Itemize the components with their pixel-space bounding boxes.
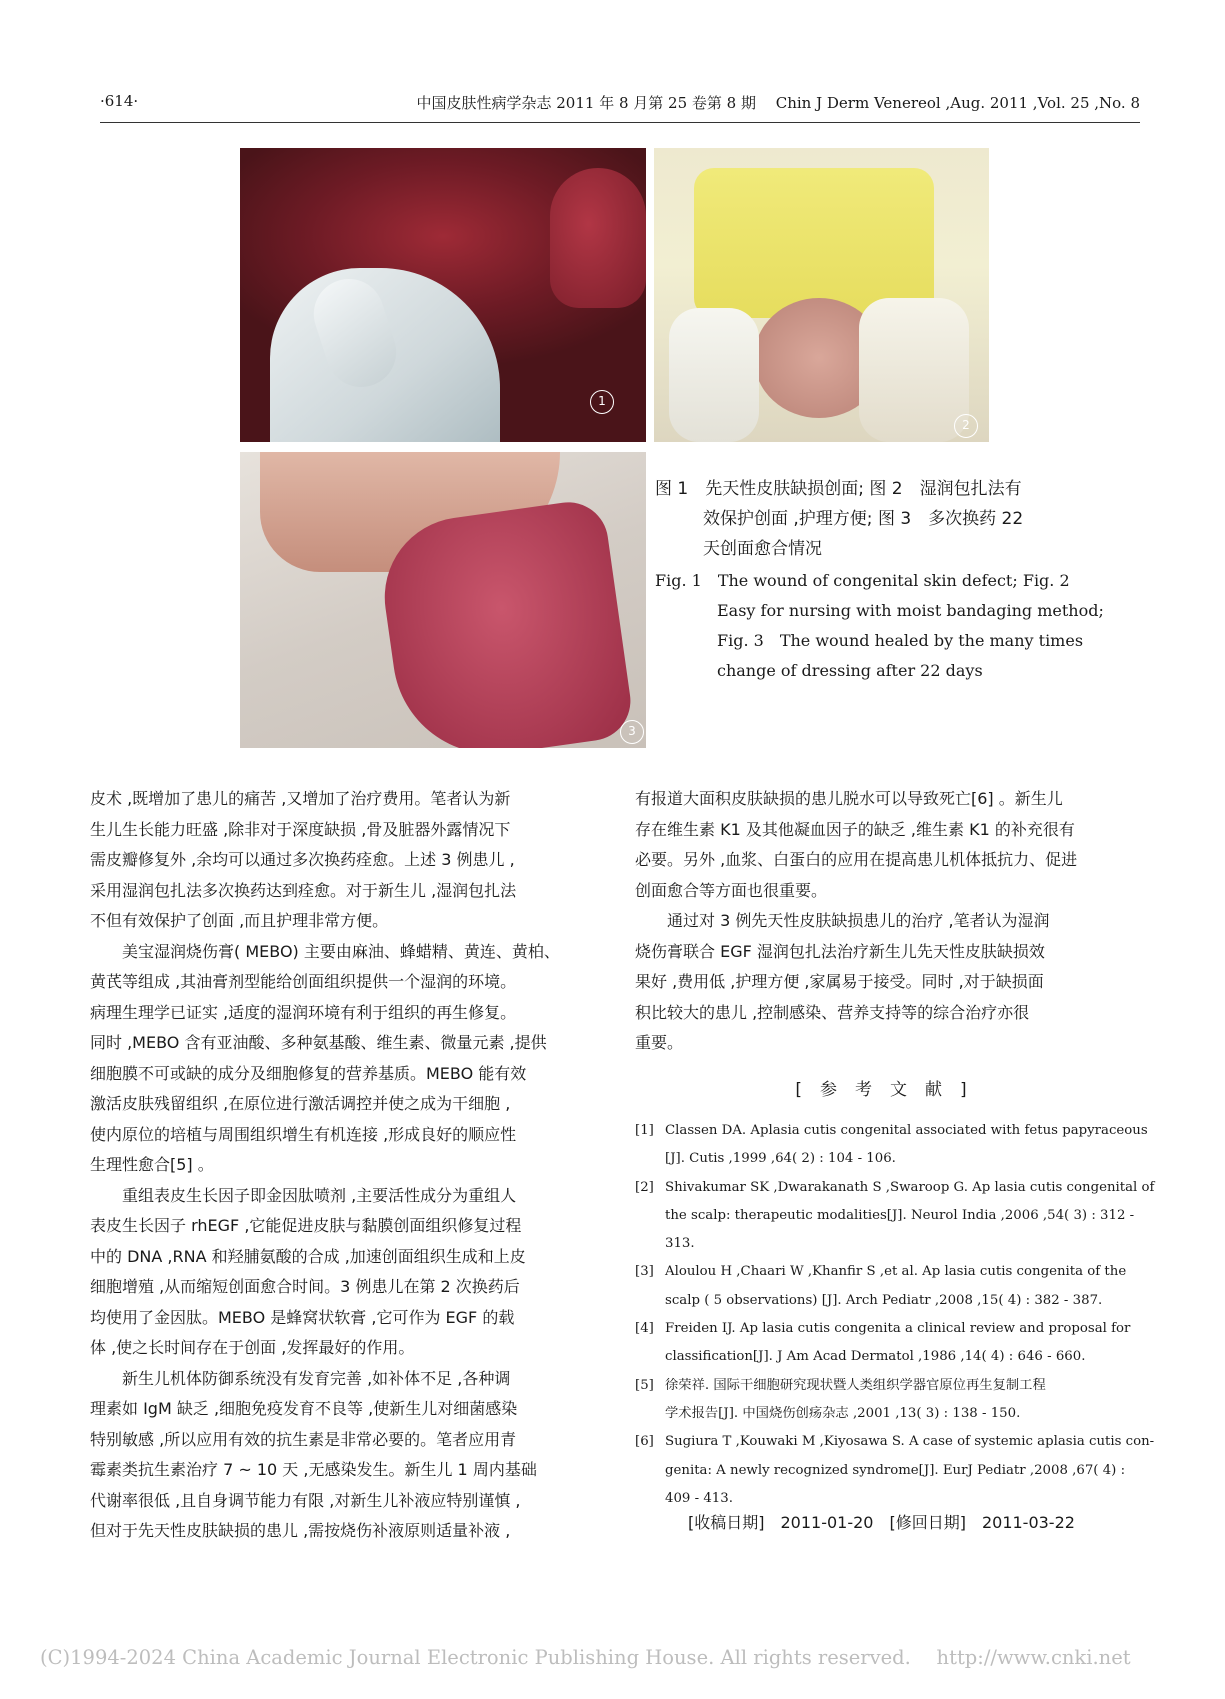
text-line: 理素如 IgM 缺乏 ,细胞免疫发育不良等 ,使新生儿对细菌感染 bbox=[90, 1399, 518, 1418]
reference-number: [6] bbox=[635, 1434, 654, 1450]
reference-line: scalp ( 5 observations) [J]. Arch Pediatr ,2008 ,15( 4) : 382 - 387. bbox=[665, 1292, 1103, 1308]
text-line: 新生儿机体防御系统没有发育完善 ,如补体不足 ,各种调 bbox=[90, 1368, 511, 1388]
figure-1-photo bbox=[240, 148, 646, 442]
reference-line: Aloulou H ,Chaari W ,Khanfir S ,et al. Ap lasia cutis congenita of the bbox=[665, 1264, 1127, 1280]
text-line: 黄芪等组成 ,其油膏剂型能给创面组织提供一个湿润的环境。 bbox=[90, 972, 517, 991]
reference-line: Classen DA. Aplasia cutis congenital associated with fetus papyraceous bbox=[665, 1123, 1148, 1138]
page-number: ·614· bbox=[100, 92, 139, 110]
reference-line: 学术报告[J]. 中国烧伤创疡杂志 ,2001 ,13( 3) : 138 - 150. bbox=[665, 1405, 1021, 1421]
reference-line: genita: A newly recognized syndrome[J]. EurJ Pediatr ,2008 ,67( 4) : bbox=[665, 1462, 1126, 1478]
reference-item bbox=[635, 1315, 1145, 1372]
text-line: 均使用了金因肽。MEBO 是蜂窝状软膏 ,它可作为 EGF 的载 bbox=[90, 1307, 515, 1327]
reference-number: [3] bbox=[635, 1264, 654, 1280]
text-line: 采用湿润包扎法多次换药达到痊愈。对于新生儿 ,湿润包扎法 bbox=[90, 880, 517, 900]
reference-line: Freiden IJ. Ap lasia cutis congenita a clinical review and proposal for bbox=[665, 1321, 1131, 1337]
journal-citation: 中国皮肤性病学杂志 2011 年 8 月第 25 卷第 8 期 Chin J Derm Venereol ,Aug. 2011 ,Vol. 25 ,No. 8 bbox=[416, 94, 1140, 112]
body-left-column bbox=[90, 784, 610, 1547]
reference-line: [J]. Cutis ,1999 ,64( 2) : 104 - 106. bbox=[665, 1151, 896, 1167]
text-line: 表皮生长因子 rhEGF ,它能促进皮肤与黏膜创面组织修复过程 bbox=[90, 1216, 522, 1235]
text-line: 特别敏感 ,所以应用有效的抗生素是非常必要的。笔者应用青 bbox=[90, 1429, 517, 1449]
reference-line: Shivakumar SK ,Dwarakanath S ,Swaroop G. Ap lasia cutis congenital of bbox=[665, 1179, 1155, 1195]
references-heading: [参考文献] bbox=[795, 1080, 985, 1100]
text-line: 细胞增殖 ,从而缩短创面愈合时间。3 例患儿在第 2 次换药后 bbox=[90, 1277, 520, 1296]
text-line: 但对于先天性皮肤缺损的患儿 ,需按烧伤补液原则适量补液 , bbox=[90, 1521, 511, 1540]
reference-item bbox=[635, 1117, 1148, 1174]
header-rule bbox=[100, 122, 1140, 123]
caption-en-line: Fig. 3 The wound healed by the many times bbox=[717, 631, 1084, 650]
reference-item bbox=[635, 1174, 1155, 1259]
running-header bbox=[100, 92, 1140, 118]
reference-number: [2] bbox=[635, 1179, 654, 1195]
caption-cn-line: 图 1 先天性皮肤缺损创面; 图 2 湿润包扎法有 bbox=[655, 479, 1022, 499]
reference-line: 徐荣祥. 国际干细胞研究现状暨人类组织学器官原位再生复制工程 bbox=[665, 1377, 1046, 1393]
reference-line: 409 - 413. bbox=[665, 1490, 733, 1506]
reference-number: [5] bbox=[635, 1377, 654, 1393]
figure-caption-chinese bbox=[655, 474, 1085, 564]
text-line: 通过对 3 例先天性皮肤缺损患儿的治疗 ,笔者认为湿润 bbox=[635, 911, 1050, 930]
reference-line: 313. bbox=[665, 1236, 695, 1252]
text-line: 代谢率很低 ,且自身调节能力有限 ,对新生儿补液应特别谨慎 , bbox=[90, 1490, 521, 1510]
figure-3-number: 3 bbox=[620, 720, 644, 744]
text-line: 使内原位的培植与周围组织增生有机连接 ,形成良好的顺应性 bbox=[90, 1124, 517, 1144]
figure-caption-english bbox=[655, 566, 1104, 686]
body-right-column bbox=[635, 784, 1145, 1059]
copyright-footer: (C)1994-2024 China Academic Journal Electronic Publishing House. All rights reserved. http://www.cnki.net bbox=[40, 1646, 1131, 1669]
text-line: 细胞膜不可或缺的成分及细胞修复的营养基质。MEBO 能有效 bbox=[90, 1063, 527, 1083]
text-line: 中的 DNA ,RNA 和羟脯氨酸的合成 ,加速创面组织生成和上皮 bbox=[90, 1246, 526, 1266]
reference-line: the scalp: therapeutic modalities[J]. Neurol India ,2006 ,54( 3) : 312 - bbox=[665, 1207, 1135, 1223]
text-line: 皮术 ,既增加了患儿的痛苦 ,又增加了治疗费用。笔者认为新 bbox=[90, 789, 511, 808]
text-line: 体 ,使之长时间存在于创面 ,发挥最好的作用。 bbox=[90, 1338, 415, 1357]
text-line: 不但有效保护了创面 ,而且护理非常方便。 bbox=[90, 911, 389, 930]
text-line: 创面愈合等方面也很重要。 bbox=[635, 880, 828, 900]
reference-item bbox=[635, 1428, 1155, 1513]
text-line: 生理性愈合[5] 。 bbox=[90, 1155, 214, 1174]
figure-2-bandage-right bbox=[859, 298, 969, 442]
text-line: 存在维生素 K1 及其他凝血因子的缺乏 ,维生素 K1 的补充很有 bbox=[635, 819, 1075, 839]
text-line: 重要。 bbox=[635, 1033, 684, 1052]
figure-3-leg bbox=[374, 497, 635, 748]
caption-en-line: change of dressing after 22 days bbox=[717, 661, 983, 680]
reference-number: [1] bbox=[635, 1123, 654, 1138]
caption-cn-line: 效保护创面 ,护理方便; 图 3 多次换药 22 bbox=[703, 509, 1024, 529]
text-line: 病理生理学已证实 ,适度的湿润环境有利于组织的再生修复。 bbox=[90, 1002, 517, 1022]
text-line: 需皮瓣修复外 ,余均可以通过多次换药痊愈。上述 3 例患儿 , bbox=[90, 850, 515, 869]
figure-3-photo bbox=[240, 452, 646, 748]
text-line: 有报道大面积皮肤缺损的患儿脱水可以导致死亡[6] 。新生儿 bbox=[635, 789, 1063, 808]
reference-line: Sugiura T ,Kouwaki M ,Kiyosawa S. A case of systemic aplasia cutis con- bbox=[665, 1434, 1155, 1450]
figure-2-bandage-left bbox=[669, 308, 759, 442]
text-line: 积比较大的患儿 ,控制感染、营养支持等的综合治疗亦很 bbox=[635, 1002, 1030, 1022]
reference-number: [4] bbox=[635, 1321, 654, 1337]
reference-item bbox=[635, 1372, 1145, 1429]
figure-1-foot bbox=[550, 168, 646, 308]
figure-2-photo bbox=[654, 148, 989, 442]
figure-2-shirt bbox=[694, 168, 934, 318]
text-line: 美宝湿润烧伤膏( MEBO) 主要由麻油、蜂蜡精、黄连、黄柏、 bbox=[90, 941, 560, 961]
caption-en-line: Fig. 1 The wound of congenital skin defect; Fig. 2 bbox=[655, 571, 1070, 590]
reference-list bbox=[635, 1117, 1155, 1513]
text-line: 重组表皮生长因子即金因肽喷剂 ,主要活性成分为重组人 bbox=[90, 1185, 517, 1205]
received-revised-dates: [收稿日期] 2011-01-20 [修回日期] 2011-03-22 bbox=[688, 1513, 1075, 1532]
reference-line: classification[J]. J Am Acad Dermatol ,1986 ,14( 4) : 646 - 660. bbox=[665, 1349, 1086, 1365]
text-line: 激活皮肤残留组织 ,在原位进行激活调控并使之成为干细胞 , bbox=[90, 1094, 511, 1113]
text-line: 生儿生长能力旺盛 ,除非对于深度缺损 ,骨及脏器外露情况下 bbox=[90, 819, 511, 839]
caption-en-line: Easy for nursing with moist bandaging method; bbox=[717, 601, 1104, 620]
reference-item bbox=[635, 1258, 1145, 1315]
text-line: 果好 ,费用低 ,护理方便 ,家属易于接受。同时 ,对于缺损面 bbox=[635, 972, 1044, 991]
text-line: 必要。另外 ,血浆、白蛋白的应用在提高患儿机体抵抗力、促进 bbox=[635, 850, 1078, 869]
text-line: 同时 ,MEBO 含有亚油酸、多种氨基酸、维生素、微量元素 ,提供 bbox=[90, 1033, 547, 1052]
text-line: 霉素类抗生素治疗 7 ~ 10 天 ,无感染发生。新生儿 1 周内基础 bbox=[90, 1460, 537, 1479]
caption-cn-line: 天创面愈合情况 bbox=[703, 539, 822, 559]
figure-2-number: 2 bbox=[954, 414, 978, 438]
figure-1-number: 1 bbox=[590, 390, 614, 414]
text-line: 烧伤膏联合 EGF 湿润包扎法治疗新生儿先天性皮肤缺损效 bbox=[635, 941, 1045, 961]
